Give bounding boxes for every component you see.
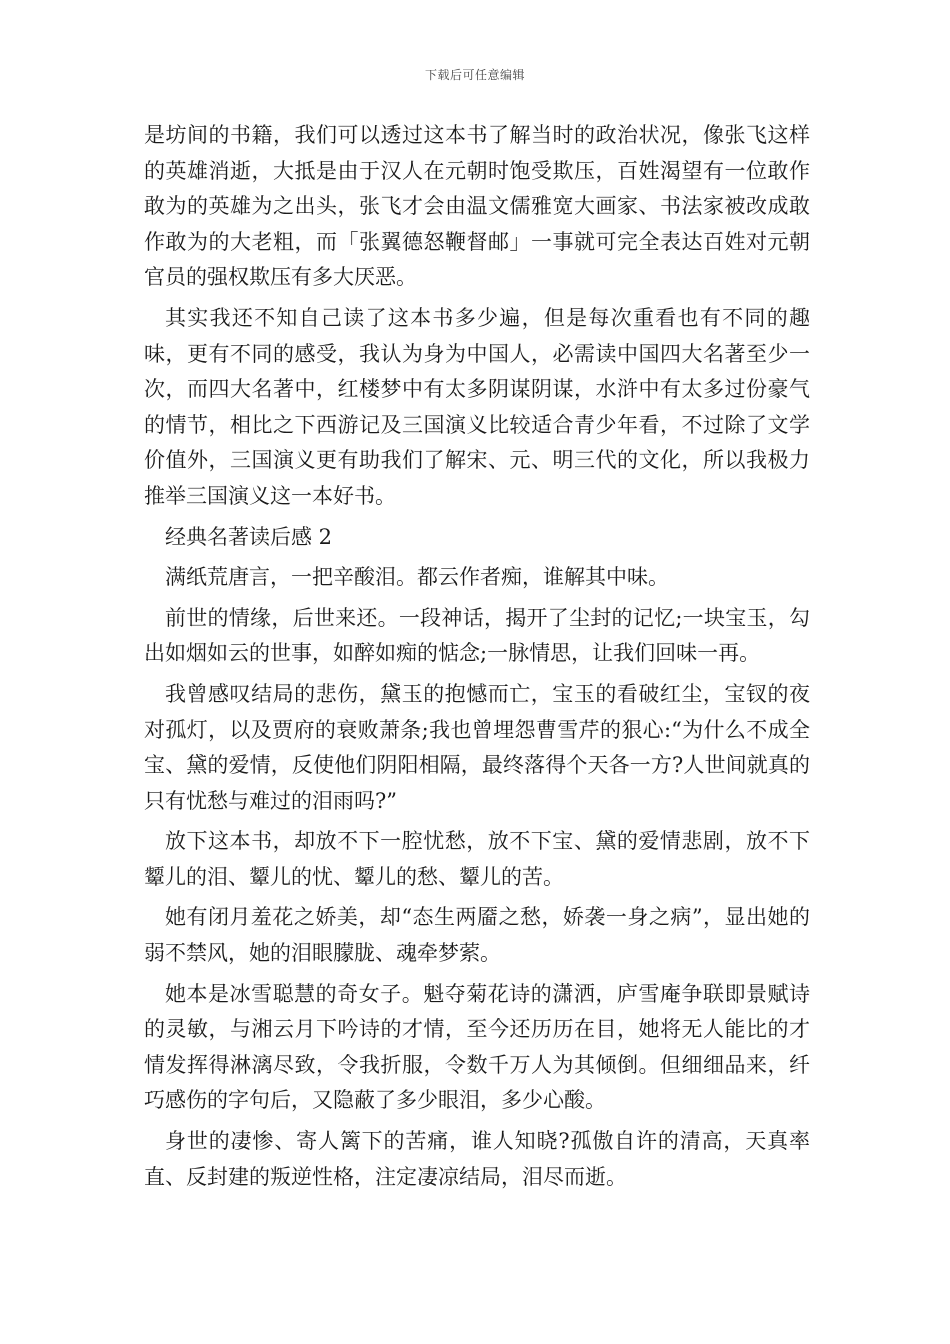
document-body — [144, 118, 810, 1200]
paragraph: 满纸荒唐言，一把辛酸泪。都云作者痴，谁解其中味。 — [165, 565, 669, 590]
paragraph: 其实我还不知自己读了这本书多少遍，但是每次重看也有不同的趣味，更有不同的感受，我认为身为中国人，必需读中国四大名著至少一次，而四大名著中，红楼梦中有太多阴谋阴谋，水浒中有太多过份豪气的情节，相比之下西游记及三国演义比较适合青少年看，不过除了文学价值外，三国演义更有助我们了解宋、元、明三代的文化，所以我极力推举三国演义这一本好书。 — [144, 305, 810, 508]
paragraph-continued: 是坊间的书籍，我们可以透过这本书了解当时的政治状况，像张飞这样的英雄消逝，大抵是由于汉人在元朝时饱受欺压，百姓渴望有一位敢作敢为的英雄为之出头，张飞才会由温文儒雅宽大画家、书法家被改成敢作敢为的大老粗，而「张翼德怒鞭督邮」一事就可完全表达百姓对元朝官员的强权欺压有多大厌恶。 — [144, 123, 810, 290]
paragraph: 她本是冰雪聪慧的奇女子。魁夺菊花诗的潇洒，庐雪庵争联即景赋诗的灵敏，与湘云月下吟诗的才情，至今还历历在目，她将无人能比的才情发挥得淋漓尽致，令我折服，令数千万人为其倾倒。但细细品来，纤巧感伤的字句后，又隐蔽了多少眼泪，多少心酸。 — [144, 981, 810, 1113]
paragraph: 她有闭月羞花之娇美，却“态生两靥之愁，娇袭一身之病”，显出她的弱不禁风，她的泪眼朦胧、魂牵梦萦。 — [144, 905, 810, 966]
paragraph: 放下这本书，却放不下一腔忧愁，放不下宝、黛的爱情悲剧，放不下颦儿的泪、颦儿的忧、颦儿的愁、颦儿的苦。 — [144, 829, 810, 889]
page-header: 下载后可任意编辑 — [424, 68, 525, 82]
paragraph: 前世的情缘，后世来还。一段神话，揭开了尘封的记忆;一块宝玉，勾出如烟如云的世事，如醉如痴的惦念;一脉情思，让我们回味一再。 — [144, 605, 810, 666]
paragraph: 身世的凄惨、寄人篱下的苦痛，谁人知晓?孤傲自许的清高，天真率直、反封建的叛逆性格，注定凄凉结局，泪尽而逝。 — [144, 1129, 810, 1189]
paragraph: 我曾感叹结局的悲伤，黛玉的抱憾而亡，宝玉的看破红尘，宝钗的夜对孤灯，以及贾府的衰败萧条;我也曾埋怨曹雪芹的狠心:“为什么不成全宝、黛的爱情，反使他们阴阳相隔，最终落得个天各一方?人世间就真的只有忧愁与难过的泪雨吗?” — [144, 681, 810, 813]
section-title: 经典名著读后感 2 — [165, 524, 333, 549]
